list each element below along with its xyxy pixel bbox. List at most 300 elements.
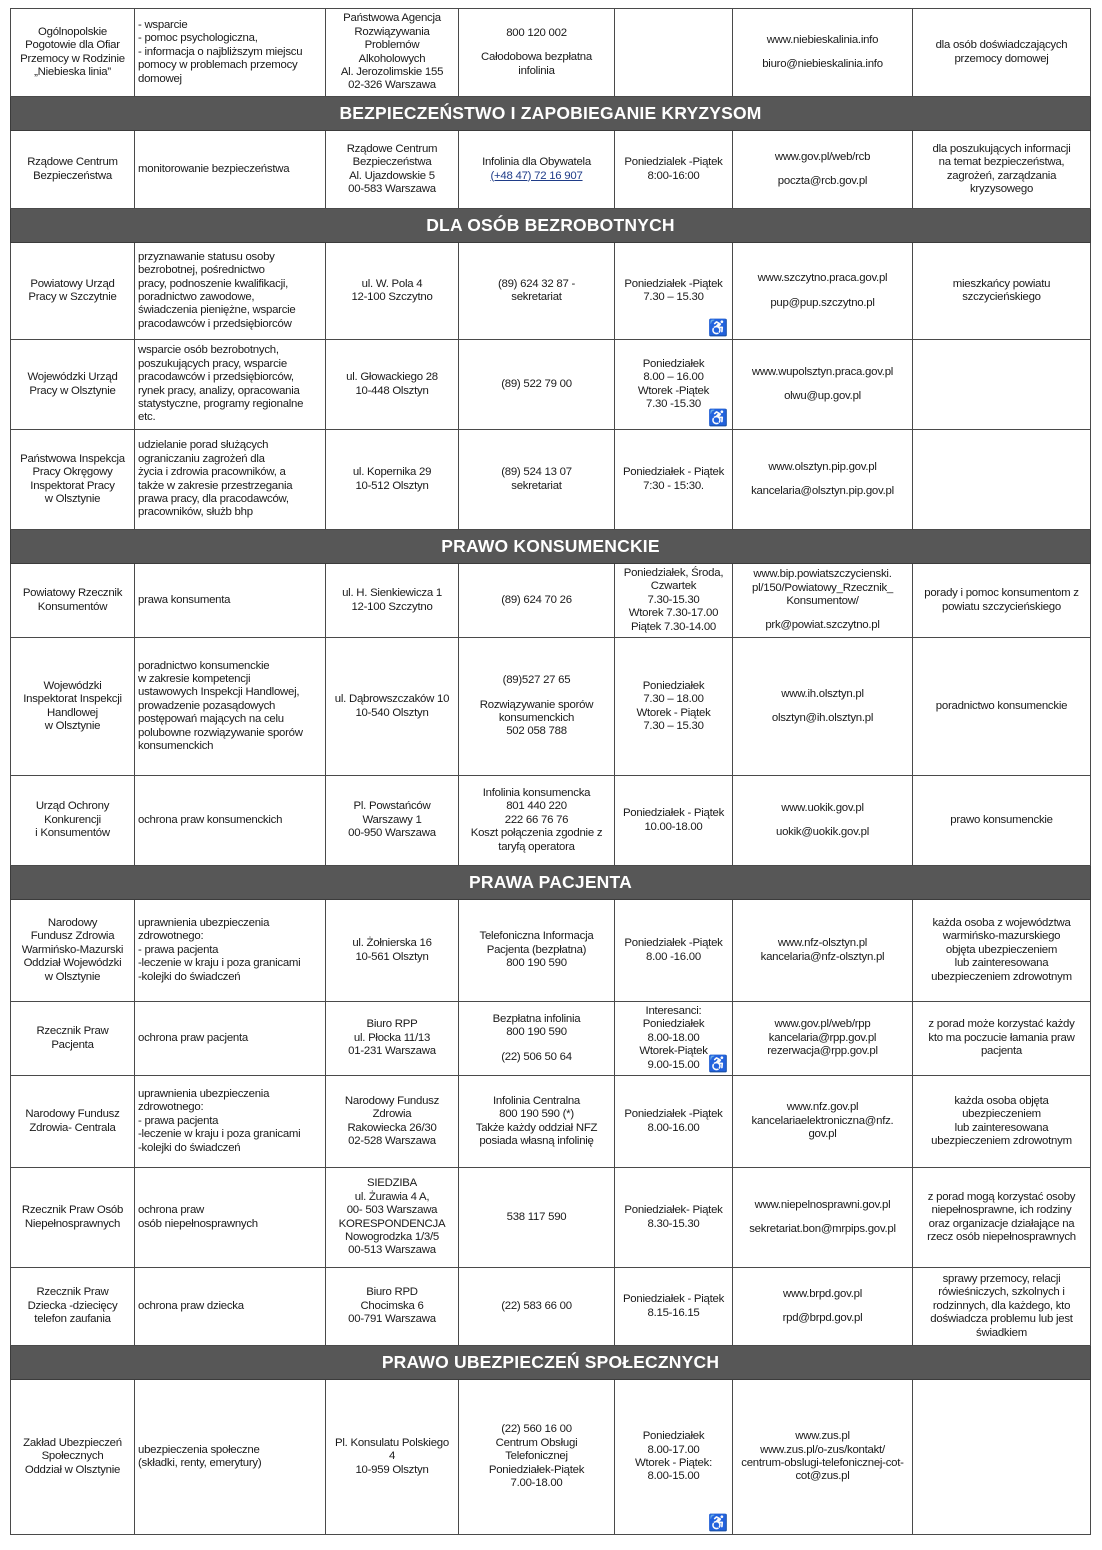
address-line: ul. Kopernika 29: [352, 466, 432, 479]
scope-of-help-line: - wsparcie: [138, 18, 188, 31]
phone-line: posiada własną infolinię: [479, 1134, 594, 1147]
address-line: ul. Żurawia 4 A,: [354, 1190, 430, 1203]
table-row: [11, 430, 1091, 530]
institution-name-line: Zakład Ubezpieczeń: [23, 1436, 122, 1449]
scope-of-help-line: zdrowotnego:: [138, 1101, 204, 1114]
line-gap: [736, 608, 909, 619]
scope-of-help-line: -leczenie w kraju i poza granicami: [138, 1128, 301, 1141]
scope-of-help-line: monitorowanie bezpieczeństwa: [138, 162, 290, 175]
target-group-cell: [913, 340, 1091, 430]
web-and-email-cell: [733, 1076, 913, 1168]
website-text: www.gov.pl/web/rcb: [774, 150, 871, 163]
phone-line: 538 117 590: [506, 1210, 567, 1223]
target-group-cell: [913, 1002, 1091, 1076]
scope-of-help-line: uprawnienia ubezpieczenia: [138, 916, 270, 929]
institution-name-line: w Olsztynie: [44, 719, 101, 732]
phone-line: 222 66 76 76: [504, 813, 569, 826]
website-text: www.zus.pl/o-zus/kontakt/: [760, 1443, 885, 1456]
institution-name-line: Powiatowy Urząd: [30, 277, 115, 290]
scope-of-help-cell: [135, 340, 326, 430]
email-text: poczta@rcb.gov.pl: [777, 175, 868, 187]
address-cell: [326, 9, 459, 97]
scope-of-help-line: konsumenckich: [138, 740, 214, 753]
scope-of-help-cell: [135, 243, 326, 340]
table-row: [11, 1268, 1091, 1346]
institution-name-line: Handlowej: [47, 706, 98, 719]
target-group-line: ubezpieczeniem: [962, 1108, 1041, 1121]
institution-name-line: i Konsumentów: [35, 827, 110, 840]
phone-line: Infolinia Centralna: [492, 1094, 581, 1107]
target-group-cell: [913, 638, 1091, 776]
opening-hours-line: Poniedziałek, Środa,: [623, 566, 724, 579]
institution-name-cell: [11, 1268, 135, 1346]
phone-line: Infolinia dla Obywatela: [482, 156, 591, 169]
scope-of-help-line: rynek pracy, analizy, opracowania: [138, 384, 300, 397]
address-line: Bezpieczeństwa: [352, 156, 432, 169]
institution-name-line: Konkurencji: [44, 813, 101, 826]
opening-hours-line: 8.00 – 16.00: [643, 371, 704, 384]
address-line: Państwowa Agencja: [343, 12, 441, 25]
target-group-cell: [913, 430, 1091, 530]
phone-link[interactable]: (+48 47) 72 16 907: [490, 169, 583, 182]
scope-of-help-line: poszukujących pracy, wsparcie: [138, 357, 287, 370]
target-group-cell: [913, 131, 1091, 209]
institution-name-line: Rzecznik Praw: [36, 1286, 109, 1299]
institution-name-line: Rzecznik Praw: [36, 1025, 109, 1038]
opening-hours-line: 8:00-16:00: [647, 169, 700, 182]
address-line: 10-561 Olsztyn: [355, 950, 429, 963]
opening-hours-line: Poniedziałek -Piątek: [624, 277, 723, 290]
line-gap: [736, 1212, 909, 1223]
phone-cell: [459, 430, 615, 530]
address-line: Alkoholowych: [358, 52, 426, 65]
target-group-line: przemocy domowej: [954, 52, 1049, 65]
institution-name-cell: [11, 900, 135, 1002]
opening-hours-line: 7.30 – 18.00: [643, 693, 704, 706]
opening-hours-line: Wtorek 7.30-17.00: [628, 607, 719, 620]
phone-cell: [459, 1168, 615, 1268]
website-text: www.uokik.gov.pl: [781, 801, 864, 814]
target-group-line: dla osób doświadczających: [935, 39, 1068, 52]
phone-line: (89) 522 79 00: [501, 377, 572, 390]
institution-name-line: w Olsztynie: [44, 970, 101, 983]
website-text: gov.pl: [808, 1128, 837, 1141]
institution-name-line: Oddział w Olsztynie: [24, 1463, 121, 1476]
scope-of-help-line: prawa pracy, dla pracodawców,: [138, 492, 289, 505]
opening-hours-line: 8.00-15.00: [647, 1470, 700, 1483]
wheelchair-accessible-icon: ♿: [708, 410, 728, 427]
institution-name-line: Fundusz Zdrowia: [30, 930, 115, 943]
line-gap: [736, 474, 909, 485]
institution-name-cell: [11, 1380, 135, 1535]
address-line: 01-231 Warszawa: [348, 1045, 436, 1058]
target-group-cell: [913, 243, 1091, 340]
scope-of-help-line: domowej: [138, 72, 182, 85]
address-line: ul. W. Pola 4: [361, 277, 423, 290]
institution-name-cell: [11, 243, 135, 340]
phone-line: Rozwiązywanie sporów: [479, 698, 594, 711]
opening-hours-line: 7:30 - 15:30.: [643, 479, 704, 492]
section-title: PRAWO KONSUMENCKIE: [11, 530, 1091, 564]
address-cell: [326, 1076, 459, 1168]
opening-hours-line: Wtorek - Piątek:: [634, 1457, 713, 1469]
address-line: KORESPONDENCJA: [338, 1217, 446, 1230]
email-text: uokik@uokik.gov.pl: [776, 826, 869, 838]
institution-name-line: telefon zaufania: [34, 1313, 111, 1326]
website-text: www.niebieskalinia.info: [766, 33, 879, 46]
email-text: biuro@niebieskalinia.info: [762, 58, 883, 70]
email-text: kancelariaelektroniczna@nfz.: [751, 1114, 894, 1127]
opening-hours-line: 8.00 -16.00: [646, 950, 701, 963]
institution-name-cell: [11, 9, 135, 97]
address-line: 12-100 Szczytno: [351, 291, 433, 303]
web-and-email-cell: [733, 9, 913, 97]
target-group-line: świadkiem: [976, 1326, 1027, 1339]
phone-cell: [459, 1380, 615, 1535]
table-row: [11, 638, 1091, 776]
target-group-cell: [913, 1076, 1091, 1168]
address-cell: [326, 340, 459, 430]
opening-hours-line: 8.00-18.00: [647, 1031, 700, 1044]
institution-name-cell: [11, 564, 135, 638]
target-group-cell: [913, 1380, 1091, 1535]
phone-line: 800 120 002: [506, 26, 567, 39]
phone-line: Telefoniczna Informacja: [479, 930, 594, 943]
phone-line: Centrum Obsługi: [495, 1436, 578, 1449]
opening-hours-line: 8.00-17.00: [647, 1443, 700, 1456]
table-row: [11, 340, 1091, 430]
web-and-email-cell: [733, 340, 913, 430]
phone-line: Bezpłatna infolinia: [492, 1012, 581, 1025]
phone-cell: [459, 243, 615, 340]
phone-line: sekretariat: [511, 291, 562, 303]
address-line: SIEDZIBA: [367, 1177, 417, 1190]
scope-of-help-cell: [135, 1168, 326, 1268]
table-row: [11, 1380, 1091, 1535]
website-text: www.olsztyn.pip.gov.pl: [768, 460, 877, 473]
opening-hours-line: 8.15-16.15: [647, 1306, 700, 1319]
email-text: kancelaria@nfz-olsztyn.pl: [760, 950, 885, 963]
address-line: ul. Żołnierska 16: [352, 937, 432, 950]
scope-of-help-cell: [135, 638, 326, 776]
phone-line: Poniedziałek-Piątek: [488, 1463, 585, 1476]
scope-of-help-line: wsparcie osób bezrobotnych,: [138, 344, 279, 357]
target-group-line: każda osoba objęta: [954, 1094, 1049, 1107]
institution-name-line: Pracy Okręgowy: [32, 466, 113, 479]
target-group-line: dla poszukujących informacji: [932, 142, 1071, 155]
institution-name-line: Ogólnopolskie: [38, 25, 107, 38]
website-text: centrum-obslugi-telefonicznej-cot-: [741, 1457, 904, 1469]
opening-hours-cell: [615, 1002, 733, 1076]
scope-of-help-line: ograniczaniu zagrożeń dla: [138, 452, 265, 465]
institution-name-cell: [11, 340, 135, 430]
scope-of-help-line: w zakresie kompetencji: [138, 672, 251, 685]
target-group-line: lub zainteresowana: [954, 1121, 1049, 1134]
scope-of-help-line: polubowne rozwiązywanie sporów: [138, 726, 303, 739]
line-gap: [462, 688, 611, 699]
section-title: DLA OSÓB BEZROBOTNYCH: [11, 209, 1091, 243]
opening-hours-line: Poniedziałek: [642, 1018, 705, 1031]
address-line: ul. Dąbrowszczaków 10: [334, 693, 450, 706]
line-gap: [736, 286, 909, 297]
target-group-line: niepełnosprawne, ich rodziny: [931, 1204, 1072, 1217]
institution-name-line: Zdrowia- Centrala: [29, 1121, 116, 1134]
address-line: 00- 503 Warszawa: [346, 1204, 438, 1217]
scope-of-help-line: uprawnienia ubezpieczenia: [138, 1087, 270, 1100]
opening-hours-line: Wtorek -Piątek: [637, 384, 710, 397]
address-line: 10-448 Olsztyn: [355, 384, 429, 397]
target-group-line: lub zainteresowana: [954, 957, 1049, 970]
target-group-line: poradnictwo konsumenckie: [935, 699, 1068, 712]
scope-of-help-cell: [135, 1380, 326, 1535]
opening-hours-cell: [615, 131, 733, 209]
target-group-line: warmińsko-mazurskiego: [942, 930, 1061, 943]
target-group-line: z porad może korzystać każdy: [928, 1018, 1075, 1031]
website-text: www.brpd.gov.pl: [783, 1287, 862, 1300]
address-line: 02-326 Warszawa: [348, 79, 436, 92]
target-group-line: każda osoba z województwa: [932, 916, 1071, 929]
address-line: Problemów: [364, 39, 420, 52]
institution-name-line: Pracy w Olsztynie: [29, 384, 116, 397]
address-cell: [326, 243, 459, 340]
address-line: Pl. Konsulatu Polskiego: [335, 1436, 449, 1449]
phone-line: Koszt połączenia zgodnie z: [470, 827, 603, 840]
section-header-row: [11, 209, 1091, 243]
scope-of-help-line: ochrona praw dziecka: [138, 1299, 244, 1312]
website-text: www.nfz.gov.pl: [786, 1101, 859, 1114]
opening-hours-line: Poniedziałek: [642, 679, 705, 692]
phone-cell: [459, 131, 615, 209]
opening-hours-line: Poniedziałek: [642, 1430, 705, 1443]
opening-hours-line: Interesanci:: [645, 1004, 702, 1017]
line-gap: [736, 379, 909, 390]
phone-line: 502 058 788: [506, 725, 567, 738]
scope-of-help-line: bezrobotnej, pośrednictwo: [138, 264, 265, 277]
address-line: 00-583 Warszawa: [348, 182, 436, 195]
scope-of-help-line: prawa konsumenta: [138, 593, 231, 606]
web-and-email-cell: [733, 131, 913, 209]
phone-line: 800 190 590: [506, 1026, 567, 1039]
web-and-email-cell: [733, 776, 913, 866]
institution-name-line: „Niebieska linia”: [34, 65, 111, 78]
phone-line: (89)527 27 65: [502, 674, 571, 687]
address-line: Biuro RPD: [366, 1286, 418, 1299]
institution-name-line: Inspektorat Pracy: [30, 479, 115, 492]
phone-cell: [459, 340, 615, 430]
phone-cell: [459, 564, 615, 638]
address-line: ul. H. Sienkiewicza 1: [342, 587, 442, 600]
phone-cell: [459, 638, 615, 776]
address-line: ul. Głowackiego 28: [346, 371, 438, 384]
web-and-email-cell: [733, 430, 913, 530]
phone-line: Całodobowa bezpłatna: [481, 51, 592, 64]
address-line: Pl. Powstańców: [353, 800, 431, 813]
institution-name-cell: [11, 638, 135, 776]
institution-name-line: Powiatowy Rzecznik: [22, 587, 123, 600]
target-group-line: objęta ubezpieczeniem: [945, 943, 1058, 956]
target-group-line: prawo konsumenckie: [950, 813, 1053, 826]
phone-line: (89) 624 32 87 -: [497, 277, 576, 290]
target-group-line: rodzinnych, dla każdego, kto: [932, 1299, 1071, 1312]
institution-name-line: Konsumentów: [37, 600, 108, 613]
address-cell: [326, 131, 459, 209]
opening-hours-line: Wtorek - Piątek: [636, 706, 711, 719]
institution-name-line: Państwowa Inspekcja: [20, 452, 125, 465]
address-line: Nowogrodzka 1/3/5: [345, 1230, 439, 1243]
email-text: kancelaria@olsztyn.pip.gov.pl: [751, 485, 894, 497]
email-text: cot@zus.pl: [795, 1470, 850, 1483]
institutions-directory-table: [10, 8, 1091, 1535]
address-line: 02-528 Warszawa: [348, 1134, 436, 1147]
email-text: prk@powiat.szczytno.pl: [765, 619, 880, 632]
section-title: PRAWO UBEZPIECZEŃ SPOŁECZNYCH: [11, 1346, 1091, 1380]
address-line: Al. Ujazdowskie 5: [349, 169, 435, 182]
institution-name-cell: [11, 776, 135, 866]
address-cell: [326, 1380, 459, 1535]
table-row: [11, 9, 1091, 97]
phone-line: (89) 524 13 07: [501, 466, 572, 479]
address-cell: [326, 1268, 459, 1346]
wheelchair-accessible-icon: ♿: [708, 1515, 728, 1532]
opening-hours-line: Czwartek: [650, 580, 697, 593]
phone-line: konsumenckich: [498, 712, 575, 724]
scope-of-help-line: ochrona praw pacjenta: [138, 1031, 248, 1044]
scope-of-help-line: życia i zdrowia pracowników, a: [138, 466, 286, 479]
scope-of-help-line: świadczenia pieniężne, wsparcie: [138, 304, 296, 317]
opening-hours-line: Poniedziałek- Piątek: [624, 1204, 723, 1217]
phone-line: Telefonicznej: [505, 1450, 568, 1463]
scope-of-help-line: ubezpieczenia społeczne: [138, 1443, 260, 1456]
opening-hours-cell: [615, 430, 733, 530]
address-line: Rządowe Centrum: [346, 142, 438, 155]
address-line: Al. Jerozolimskie 155: [340, 65, 444, 78]
opening-hours-cell: [615, 900, 733, 1002]
institution-name-line: Wojewódzki Urząd: [27, 371, 118, 384]
institution-name-line: Niepełnosprawnych: [24, 1217, 121, 1230]
phone-line: Infolinia konsumencka: [482, 786, 591, 799]
phone-line: sekretariat: [511, 479, 562, 492]
opening-hours-line: Poniedziałek -Piątek: [624, 937, 723, 950]
web-and-email-cell: [733, 638, 913, 776]
website-text: www.niepelnosprawni.gov.pl: [754, 1198, 891, 1211]
section-header-row: [11, 530, 1091, 564]
web-and-email-cell: [733, 1380, 913, 1535]
scope-of-help-line: statystyczne, programy regionalne: [138, 397, 304, 410]
scope-of-help-line: pracowników, służb bhp: [138, 506, 253, 519]
web-and-email-cell: [733, 1268, 913, 1346]
section-header-row: [11, 97, 1091, 131]
institution-name-line: Bezpieczeństwa: [33, 169, 112, 182]
line-gap: [462, 1040, 611, 1051]
website-text: Konsumentow/: [786, 595, 859, 607]
scope-of-help-line: pracodawców i przedsiębiorców: [138, 317, 292, 330]
address-line: Narodowy Fundusz: [344, 1094, 440, 1107]
opening-hours-line: Poniedziałek - Piątek: [622, 466, 725, 479]
target-group-cell: [913, 1268, 1091, 1346]
phone-cell: [459, 776, 615, 866]
address-cell: [326, 1168, 459, 1268]
address-line: Rozwiązywania: [354, 25, 430, 38]
scope-of-help-line: -leczenie w kraju i poza granicami: [138, 957, 301, 970]
target-group-line: rzecz osób niepełnosprawnych: [927, 1230, 1076, 1243]
target-group-line: rówieśniczych, szkolnych i: [938, 1286, 1065, 1299]
scope-of-help-cell: [135, 9, 326, 97]
scope-of-help-line: także w zakresie przestrzegania: [138, 479, 293, 492]
phone-cell: [459, 9, 615, 97]
scope-of-help-cell: [135, 776, 326, 866]
scope-of-help-line: udzielanie porad służących: [138, 439, 269, 452]
address-cell: [326, 776, 459, 866]
scope-of-help-line: ochrona praw: [138, 1204, 205, 1217]
target-group-line: na temat bezpieczeństwa,: [938, 156, 1065, 169]
phone-line: (22) 506 50 64: [501, 1050, 572, 1063]
phone-line: 800 190 590 (*): [499, 1108, 574, 1121]
email-text: sekretariat.bon@mrpips.gov.pl: [749, 1223, 896, 1235]
web-and-email-cell: [733, 1168, 913, 1268]
address-line: 00-791 Warszawa: [348, 1313, 436, 1326]
target-group-line: doświadcza problemu lub jest: [930, 1313, 1073, 1326]
opening-hours-cell: [615, 1268, 733, 1346]
institution-name-line: Warmińsko-Mazurski: [21, 943, 124, 956]
institution-name-line: Rządowe Centrum: [27, 156, 118, 169]
opening-hours-line: Piątek 7.30-14.00: [630, 620, 717, 633]
section-header-row: [11, 1346, 1091, 1380]
target-group-line: powiatu szczycieńskiego: [942, 600, 1061, 613]
scope-of-help-line: poradnictwo zawodowe,: [138, 291, 255, 303]
address-line: 10-959 Olsztyn: [355, 1463, 429, 1476]
website-text: www.wupolsztyn.praca.gov.pl: [751, 365, 894, 378]
scope-of-help-line: poradnictwo konsumenckie: [138, 659, 270, 672]
phone-cell: [459, 1002, 615, 1076]
address-cell: [326, 900, 459, 1002]
opening-hours-cell: [615, 340, 733, 430]
phone-line: 7.00-18.00: [510, 1477, 563, 1490]
address-cell: [326, 430, 459, 530]
scope-of-help-line: - pomoc psychologiczna,: [138, 32, 258, 45]
opening-hours-cell: [615, 243, 733, 340]
line-gap: [736, 815, 909, 826]
opening-hours-line: 9.00-15.00: [647, 1058, 700, 1071]
target-group-line: ubezpieczeniem zdrowotnym: [931, 970, 1072, 983]
phone-line: (89) 624 70 26: [501, 593, 572, 606]
scope-of-help-line: - prawa pacjenta: [138, 943, 219, 956]
line-gap: [736, 1301, 909, 1312]
scope-of-help-line: osób niepełnosprawnych: [138, 1217, 258, 1230]
scope-of-help-line: - prawa pacjenta: [138, 1114, 219, 1127]
institution-name-line: Oddział Wojewódzki: [23, 957, 122, 970]
address-line: Warszawy 1: [362, 813, 422, 826]
phone-line: Także każdy oddział NFZ: [475, 1121, 598, 1134]
website-text: pl/150/Powiatowy_Rzecznik_: [751, 581, 894, 594]
scope-of-help-line: - informacja o najbliższym miejscu: [138, 45, 303, 58]
email-text: olsztyn@ih.olsztyn.pl: [771, 712, 874, 724]
target-group-line: kryzysowego: [969, 182, 1034, 195]
address-line: Chocimska 6: [360, 1299, 424, 1312]
website-text: www.gov.pl/web/rpp: [774, 1018, 871, 1031]
line-gap: [736, 164, 909, 175]
institution-name-line: Urząd Ochrony: [35, 800, 110, 813]
scope-of-help-cell: [135, 1268, 326, 1346]
scope-of-help-cell: [135, 1002, 326, 1076]
phone-line: 801 440 220: [506, 800, 567, 813]
institution-name-line: Społecznych: [41, 1450, 104, 1463]
address-line: 10-512 Olsztyn: [355, 479, 429, 492]
email-text: rpd@brpd.gov.pl: [782, 1312, 863, 1324]
line-gap: [736, 701, 909, 712]
line-gap: [736, 47, 909, 58]
target-group-line: kto ma poczucie łamania praw: [928, 1031, 1075, 1044]
web-and-email-cell: [733, 243, 913, 340]
